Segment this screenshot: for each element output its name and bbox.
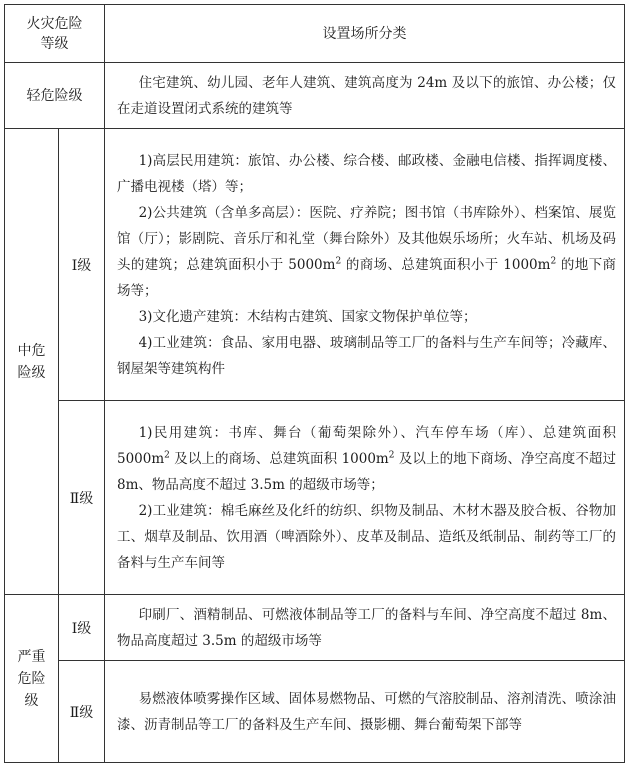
severe-grade2-label: Ⅱ级: [59, 661, 105, 763]
header-hazard-level-line1: 火灾危险: [26, 15, 83, 32]
severe-level-line3: 级: [24, 692, 39, 709]
severe-grade1-row: [5, 595, 625, 661]
header-hazard-level-line2: 等级: [40, 35, 69, 52]
severe-hazard-level: [5, 595, 59, 763]
severe-level-line2: 危险: [17, 670, 46, 687]
superscript-2: 2: [550, 256, 557, 266]
medium-grade1-item3: 3)文化遗产建筑：木结构古建筑、国家文物保护单位等；: [138, 308, 477, 325]
medium-grade2-label: Ⅱ级: [59, 401, 105, 595]
header-classification: 设置场所分类: [105, 5, 625, 63]
superscript-2: 2: [164, 450, 170, 460]
medium-level-line1: 中危: [17, 342, 46, 359]
medium-grade2-row: [5, 401, 625, 595]
severe-grade1-description: [105, 595, 625, 661]
medium-grade1-row: [5, 129, 625, 401]
medium-grade1-description: [105, 129, 625, 401]
medium-grade1-label: Ⅰ级: [59, 129, 105, 401]
severe-grade2-text: 易燃液体喷雾操作区域、固体易燃物品、可燃的气溶胶制品、溶剂清洗、喷涂油漆、沥青制品等工厂的备料及生产车间、摄影棚、舞台葡萄架下部等: [117, 690, 616, 733]
medium-grade1-item2: [117, 200, 616, 304]
medium-hazard-level: [5, 129, 59, 595]
superscript-2: 2: [335, 256, 342, 266]
medium-grade1-item1: 1)高层民用建筑：旅馆、办公楼、综合楼、邮政楼、金融电信楼、指挥调度楼、广播电视楼（塔）等；: [117, 152, 616, 195]
light-hazard-text: 住宅建筑、幼儿园、老年人建筑、建筑高度为 24m 及以下的旅馆、办公楼；仅在走道设置闭式系统的建筑等: [117, 74, 616, 117]
light-hazard-level: 轻危险级: [5, 63, 105, 129]
severe-grade1-text: 印刷厂、酒精制品、可燃液体制品等工厂的备料与车间、净空高度不超过 8m、物品高度超过 3.5m 的超级市场等: [117, 606, 616, 649]
severe-grade2-row: [5, 661, 625, 763]
severe-grade1-label: Ⅰ级: [59, 595, 105, 661]
medium-grade1-item4: 4)工业建筑：食品、家用电器、玻璃制品等工厂的备料与生产车间等；冷藏库、钢屋架等建筑构件: [117, 334, 616, 377]
medium-level-line2: 险级: [17, 364, 46, 381]
medium-grade2-item2: 2)工业建筑：棉毛麻丝及化纤的纺织、织物及制品、木材木器及胶合板、谷物加工、烟草及制品、饮用酒（啤酒除外）、皮革及制品、造纸及纸制品、制药等工厂的备料与生产车间等: [117, 502, 616, 571]
fire-hazard-classification-table: [4, 4, 625, 763]
medium-grade2-item1-end: 及以上的地下商场、净空高度不超过 8m、物品高度不超过 3.5m 的超级市场等；: [117, 450, 616, 493]
medium-grade1-item2-mid: 的商场、总建筑面积小于 1000m: [341, 256, 551, 273]
superscript-2: 2: [388, 450, 395, 460]
medium-grade2-item1: [117, 420, 616, 498]
header-row: [5, 5, 625, 63]
medium-grade2-description: [105, 401, 625, 595]
severe-grade2-description: [105, 661, 625, 763]
medium-grade2-item1-start: 1)民用建筑：书库、舞台（葡萄架除外）、汽车停车场（库）、总建筑面积 5000m: [117, 424, 616, 467]
medium-grade1-item2-start: 2)公共建筑（含单多高层）：医院、疗养院；图书馆（书库除外）、档案馆、展览馆（厅）；影剧院、音乐厅和礼堂（舞台除外）及其他娱乐场所；火车站、机场及码头的建筑；总建筑面积小于 5000m: [117, 204, 616, 273]
medium-grade1-item2-end: 的地下商场等；: [117, 256, 617, 299]
header-hazard-level: [5, 5, 105, 63]
light-hazard-row: [5, 63, 625, 129]
severe-level-line1: 严重: [17, 648, 46, 665]
medium-grade2-item1-mid: 及以上的商场、总建筑面积 1000m: [169, 450, 389, 467]
light-hazard-description: [105, 63, 625, 129]
